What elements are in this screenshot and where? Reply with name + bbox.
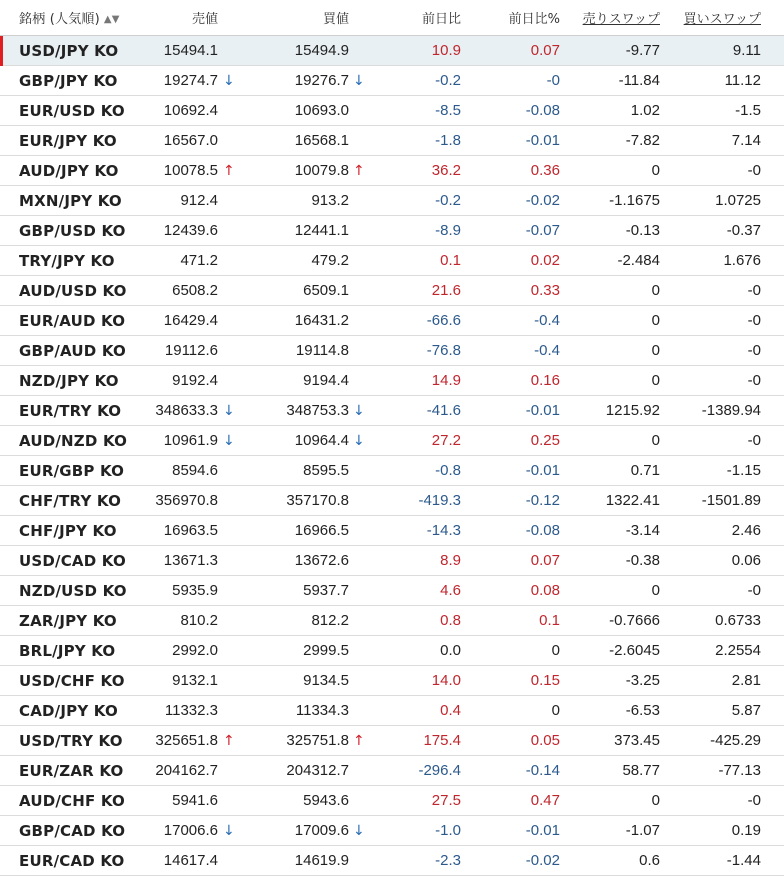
bid-price: 19274.7 <box>163 72 218 89</box>
bid-price: 13671.3 <box>163 552 218 569</box>
change-value: 14.9 <box>431 372 461 389</box>
ask-price: 479.2 <box>311 252 349 269</box>
pair-name: GBP/USD KO <box>19 222 126 240</box>
table-row[interactable] <box>0 726 784 756</box>
sell-swap-value: 0 <box>651 342 660 359</box>
table-row[interactable] <box>0 246 784 276</box>
buy-swap-value: -1.5 <box>735 102 761 119</box>
pair-name: CHF/TRY KO <box>19 492 122 510</box>
ask-price: 16431.2 <box>294 312 349 329</box>
ask-arrow-down-icon: ↓ <box>353 823 365 839</box>
pair-name: EUR/USD KO <box>19 102 125 120</box>
change-percent: 0.36 <box>530 162 560 179</box>
column-header-buy-swap[interactable]: 買いスワップ <box>683 12 761 27</box>
ask-arrow-down-icon: ↓ <box>353 433 365 449</box>
change-value: 4.6 <box>440 582 461 599</box>
table-row[interactable] <box>0 366 784 396</box>
buy-swap-value: -0 <box>747 582 761 599</box>
pair-name: NZD/USD KO <box>19 582 127 600</box>
bid-price: 2992.0 <box>172 642 218 659</box>
sell-swap-value: 1.02 <box>630 102 660 119</box>
pair-name: USD/JPY KO <box>19 42 119 60</box>
sell-swap-value: -2.484 <box>617 252 660 269</box>
sell-swap-value: 0.6 <box>639 852 660 869</box>
change-value: -296.4 <box>418 762 461 779</box>
ask-price: 19114.8 <box>295 342 349 359</box>
change-percent: -0.08 <box>525 102 560 119</box>
buy-swap-value: -1389.94 <box>701 402 761 419</box>
change-percent: -0.12 <box>525 492 560 509</box>
table-row[interactable] <box>0 606 784 636</box>
pair-name: USD/CHF KO <box>19 672 125 690</box>
change-percent: -0.01 <box>525 402 560 419</box>
sell-swap-value: 0.71 <box>630 462 660 479</box>
ask-arrow-up-icon: ↑ <box>353 163 365 179</box>
change-value: 36.2 <box>431 162 461 179</box>
bid-price: 204162.7 <box>155 762 218 779</box>
sell-swap-value: 373.45 <box>614 732 660 749</box>
pair-name: EUR/JPY KO <box>19 132 117 150</box>
change-value: -41.6 <box>426 402 461 419</box>
change-percent: -0.01 <box>525 132 560 149</box>
bid-price: 5935.9 <box>172 582 218 599</box>
ask-price: 8595.5 <box>303 462 349 479</box>
bid-price: 19112.6 <box>164 342 218 359</box>
sell-swap-value: -6.53 <box>625 702 660 719</box>
change-percent: 0.1 <box>539 612 560 629</box>
change-value: -1.0 <box>435 822 461 839</box>
buy-swap-value: -1.44 <box>726 852 761 869</box>
bid-price: 16963.5 <box>163 522 218 539</box>
buy-swap-value: -0 <box>747 162 761 179</box>
change-value: 0.1 <box>440 252 461 269</box>
buy-swap-value: 2.46 <box>731 522 761 539</box>
table-row[interactable] <box>0 696 784 726</box>
bid-price: 16567.0 <box>163 132 218 149</box>
ask-price: 9194.4 <box>303 372 349 389</box>
table-row[interactable] <box>0 756 784 786</box>
ask-price: 15494.9 <box>294 42 349 59</box>
column-header-ask: 買値 <box>322 12 349 27</box>
bid-price: 5941.6 <box>172 792 218 809</box>
sell-swap-value: 0 <box>651 792 660 809</box>
pair-name: EUR/CAD KO <box>19 852 125 870</box>
column-header-sell-swap[interactable]: 売りスワップ <box>582 12 660 27</box>
change-value: -1.8 <box>435 132 461 149</box>
pair-name: BRL/JPY KO <box>19 642 116 660</box>
ask-price: 10079.8 <box>294 162 349 179</box>
change-value: 0.8 <box>440 612 461 629</box>
bid-price: 9132.1 <box>172 672 218 689</box>
pair-name: GBP/JPY KO <box>19 72 118 90</box>
bid-price: 325651.8 <box>155 732 218 749</box>
sell-swap-value: -1.07 <box>625 822 660 839</box>
ask-price: 10693.0 <box>294 102 349 119</box>
change-value: -0.2 <box>435 72 461 89</box>
change-percent: 0.07 <box>530 552 560 569</box>
bid-arrow-down-icon: ↓ <box>223 433 235 449</box>
pair-name: NZD/JPY KO <box>19 372 119 390</box>
ask-price: 19276.7 <box>294 72 349 89</box>
bid-price: 6508.2 <box>172 282 218 299</box>
bid-price: 10961.9 <box>163 432 218 449</box>
bid-price: 8594.6 <box>172 462 218 479</box>
ask-price: 5943.6 <box>303 792 349 809</box>
change-percent: 0.33 <box>530 282 560 299</box>
change-percent: 0.08 <box>530 582 560 599</box>
change-value: -8.9 <box>435 222 461 239</box>
table-row[interactable] <box>0 66 784 96</box>
change-value: 21.6 <box>431 282 461 299</box>
sell-swap-value: 0 <box>651 282 660 299</box>
buy-swap-value: -1501.89 <box>701 492 761 509</box>
bid-price: 10078.5 <box>163 162 218 179</box>
change-value: -0.2 <box>435 192 461 209</box>
ask-price: 204312.7 <box>286 762 349 779</box>
buy-swap-value: 0.06 <box>731 552 761 569</box>
bid-arrow-down-icon: ↓ <box>223 823 235 839</box>
sort-icon[interactable]: ▲▼ <box>103 14 120 25</box>
ask-price: 10964.4 <box>294 432 349 449</box>
sell-swap-value: -0.38 <box>625 552 660 569</box>
change-percent: 0.16 <box>530 372 560 389</box>
change-value: -8.5 <box>435 102 461 119</box>
pair-name: AUD/NZD KO <box>19 432 128 450</box>
buy-swap-value: -0 <box>747 282 761 299</box>
buy-swap-value: -0.37 <box>726 222 761 239</box>
change-value: 10.9 <box>431 42 461 59</box>
bid-price: 9192.4 <box>172 372 218 389</box>
change-percent: 0.07 <box>530 42 560 59</box>
table-row[interactable] <box>0 516 784 546</box>
change-value: 0.0 <box>440 642 461 659</box>
table-row[interactable] <box>0 786 784 816</box>
sell-swap-value: -7.82 <box>625 132 660 149</box>
bid-price: 810.2 <box>180 612 218 629</box>
buy-swap-value: 0.19 <box>731 822 761 839</box>
buy-swap-value: 1.676 <box>723 252 761 269</box>
table-row[interactable] <box>0 486 784 516</box>
buy-swap-value: 9.11 <box>732 42 761 59</box>
ask-price: 17009.6 <box>294 822 349 839</box>
column-header-name[interactable]: 銘柄 (人気順) ▲▼ <box>19 12 120 27</box>
sell-swap-value: 0 <box>651 162 660 179</box>
ask-price: 9134.5 <box>303 672 349 689</box>
buy-swap-value: -1.15 <box>726 462 761 479</box>
change-value: 175.4 <box>423 732 461 749</box>
table-row[interactable] <box>0 306 784 336</box>
sell-swap-value: 0 <box>651 372 660 389</box>
ask-price: 812.2 <box>311 612 349 629</box>
table-row[interactable] <box>0 396 784 426</box>
change-percent: 0.02 <box>530 252 560 269</box>
sell-swap-value: 0 <box>651 432 660 449</box>
change-percent: -0.4 <box>534 342 560 359</box>
ask-arrow-down-icon: ↓ <box>353 73 365 89</box>
table-row[interactable] <box>0 456 784 486</box>
change-percent: 0.47 <box>530 792 560 809</box>
change-percent: -0.07 <box>525 222 560 239</box>
sell-swap-value: -2.6045 <box>609 642 660 659</box>
sell-swap-value: -0.7666 <box>609 612 660 629</box>
change-percent: 0.25 <box>530 432 560 449</box>
pair-name: CAD/JPY KO <box>19 702 118 720</box>
sell-swap-value: 1322.41 <box>605 492 660 509</box>
pair-name: AUD/CHF KO <box>19 792 125 810</box>
sell-swap-value: 0 <box>651 312 660 329</box>
ask-price: 5937.7 <box>303 582 349 599</box>
pair-name: MXN/JPY KO <box>19 192 122 210</box>
change-value: 27.2 <box>431 432 461 449</box>
change-value: -0.8 <box>435 462 461 479</box>
change-value: -14.3 <box>426 522 461 539</box>
pair-name: AUD/USD KO <box>19 282 127 300</box>
sell-swap-value: -0.13 <box>625 222 660 239</box>
bid-price: 912.4 <box>180 192 218 209</box>
table-header <box>0 0 784 36</box>
buy-swap-value: 2.81 <box>731 672 761 689</box>
change-percent: -0.01 <box>525 462 560 479</box>
buy-swap-value: 2.2554 <box>715 642 761 659</box>
table-row[interactable] <box>0 336 784 366</box>
bid-price: 10692.4 <box>163 102 218 119</box>
sell-swap-value: 1215.92 <box>605 402 660 419</box>
change-percent: -0.4 <box>534 312 560 329</box>
buy-swap-value: 1.0725 <box>715 192 761 209</box>
ask-price: 12441.1 <box>294 222 349 239</box>
ask-arrow-down-icon: ↓ <box>353 403 365 419</box>
sell-swap-value: -11.84 <box>618 72 660 89</box>
change-value: -2.3 <box>435 852 461 869</box>
buy-swap-value: -77.13 <box>718 762 761 779</box>
buy-swap-value: 5.87 <box>731 702 761 719</box>
change-percent: 0 <box>551 642 560 659</box>
table-row[interactable] <box>0 636 784 666</box>
change-percent: -0.14 <box>525 762 560 779</box>
change-percent: -0.08 <box>525 522 560 539</box>
buy-swap-value: -0 <box>747 372 761 389</box>
change-percent: -0.01 <box>525 822 560 839</box>
table-row[interactable] <box>0 426 784 456</box>
pair-name: EUR/GBP KO <box>19 462 125 480</box>
change-percent: 0.15 <box>530 672 560 689</box>
ask-price: 11334.3 <box>295 702 349 719</box>
change-value: 27.5 <box>431 792 461 809</box>
bid-price: 356970.8 <box>155 492 218 509</box>
column-header-bid: 売値 <box>191 12 218 27</box>
bid-arrow-up-icon: ↑ <box>223 733 235 749</box>
column-header-change-pct: 前日比% <box>508 12 560 27</box>
pair-name: AUD/JPY KO <box>19 162 119 180</box>
bid-price: 17006.6 <box>163 822 218 839</box>
bid-price: 14617.4 <box>163 852 218 869</box>
table-row[interactable] <box>0 36 784 66</box>
table-row[interactable] <box>0 276 784 306</box>
change-value: -419.3 <box>418 492 461 509</box>
table-row[interactable] <box>0 186 784 216</box>
ask-price: 913.2 <box>311 192 349 209</box>
table-row[interactable] <box>0 546 784 576</box>
ask-price: 16568.1 <box>294 132 349 149</box>
table-row[interactable] <box>0 816 784 846</box>
sell-swap-value: -3.25 <box>625 672 660 689</box>
table-row[interactable] <box>0 96 784 126</box>
table-row[interactable] <box>0 846 784 876</box>
change-value: 14.0 <box>431 672 461 689</box>
sell-swap-value: 58.77 <box>622 762 660 779</box>
pair-name: TRY/JPY KO <box>19 252 115 270</box>
pair-name: CHF/JPY KO <box>19 522 117 540</box>
buy-swap-value: -0 <box>747 432 761 449</box>
change-value: 0.4 <box>440 702 461 719</box>
pair-name: USD/TRY KO <box>19 732 123 750</box>
bid-price: 16429.4 <box>163 312 218 329</box>
table-row[interactable] <box>0 126 784 156</box>
bid-arrow-up-icon: ↑ <box>223 163 235 179</box>
pair-name: EUR/AUD KO <box>19 312 126 330</box>
table-row[interactable] <box>0 666 784 696</box>
ask-price: 2999.5 <box>303 642 349 659</box>
pair-name: GBP/CAD KO <box>19 822 126 840</box>
pair-name: USD/CAD KO <box>19 552 126 570</box>
change-value: -76.8 <box>426 342 461 359</box>
change-percent: -0 <box>546 72 560 89</box>
pair-name: EUR/ZAR KO <box>19 762 124 780</box>
ask-arrow-up-icon: ↑ <box>353 733 365 749</box>
buy-swap-value: -0 <box>747 792 761 809</box>
bid-price: 348633.3 <box>155 402 218 419</box>
change-percent: 0.05 <box>530 732 560 749</box>
change-value: -66.6 <box>426 312 461 329</box>
ask-price: 348753.3 <box>286 402 349 419</box>
pair-name: EUR/TRY KO <box>19 402 122 420</box>
table-row[interactable] <box>0 156 784 186</box>
table-row[interactable] <box>0 216 784 246</box>
table-row[interactable] <box>0 576 784 606</box>
bid-price: 11332.3 <box>164 702 218 719</box>
ask-price: 357170.8 <box>286 492 349 509</box>
bid-arrow-down-icon: ↓ <box>223 73 235 89</box>
change-percent: 0 <box>551 702 560 719</box>
pair-name: GBP/AUD KO <box>19 342 126 360</box>
buy-swap-value: 0.6733 <box>715 612 761 629</box>
sell-swap-value: 0 <box>651 582 660 599</box>
bid-price: 12439.6 <box>163 222 218 239</box>
sell-swap-value: -3.14 <box>625 522 660 539</box>
sell-swap-value: -9.77 <box>625 42 660 59</box>
sell-swap-value: -1.1675 <box>609 192 660 209</box>
pair-name: ZAR/JPY KO <box>19 612 117 630</box>
bid-arrow-down-icon: ↓ <box>223 403 235 419</box>
buy-swap-value: -0 <box>747 312 761 329</box>
ask-price: 325751.8 <box>286 732 349 749</box>
bid-price: 15494.1 <box>163 42 218 59</box>
ask-price: 14619.9 <box>294 852 349 869</box>
ask-price: 16966.5 <box>294 522 349 539</box>
ask-price: 13672.6 <box>294 552 349 569</box>
change-percent: -0.02 <box>525 852 560 869</box>
buy-swap-value: -425.29 <box>710 732 761 749</box>
buy-swap-value: 7.14 <box>731 132 761 149</box>
column-header-change: 前日比 <box>421 12 461 27</box>
change-value: 8.9 <box>440 552 461 569</box>
bid-price: 471.2 <box>180 252 218 269</box>
selected-row-marker <box>0 36 3 66</box>
ask-price: 6509.1 <box>303 282 349 299</box>
buy-swap-value: -0 <box>747 342 761 359</box>
buy-swap-value: 11.12 <box>724 72 761 89</box>
change-percent: -0.02 <box>525 192 560 209</box>
